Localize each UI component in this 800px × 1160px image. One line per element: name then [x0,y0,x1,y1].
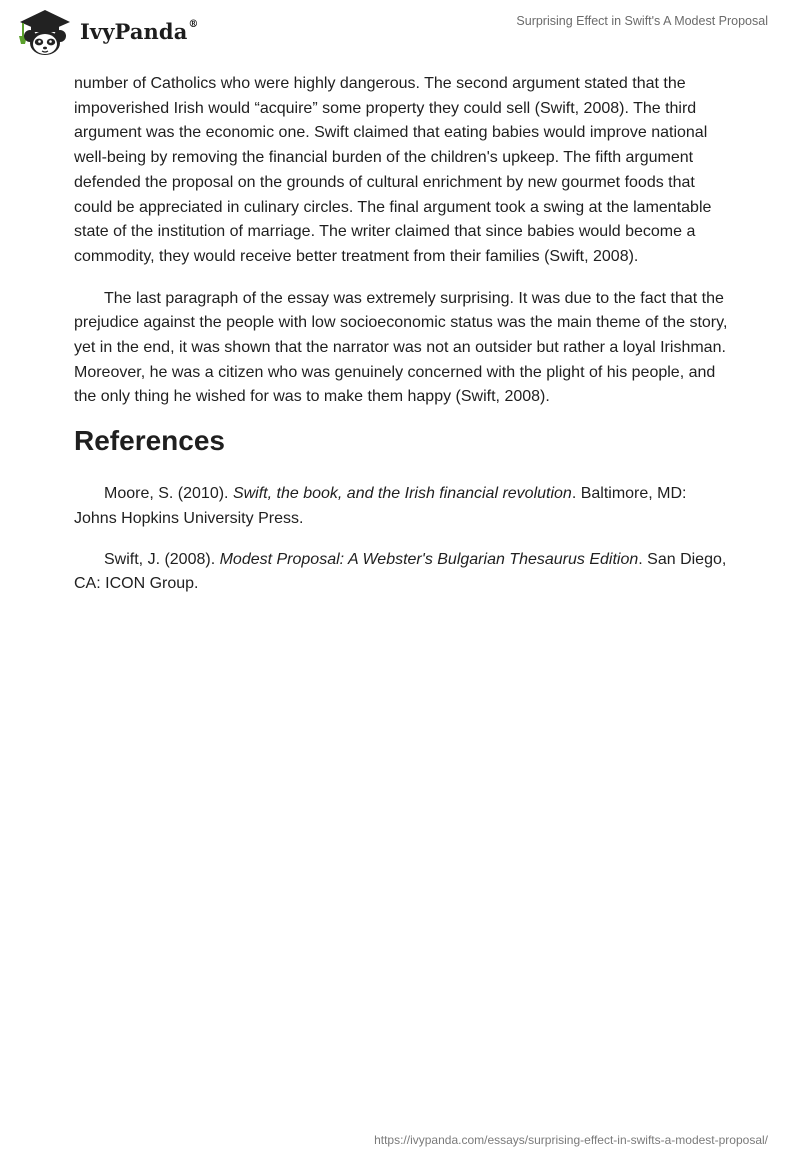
footer-source-link[interactable]: https://ivypanda.com/essays/surprising-effect-in-swifts-a-modest-proposal/ [374,1133,768,1147]
page-header [0,0,800,64]
panda-logo-icon [14,6,76,56]
essay-body [74,72,728,613]
reference-author: Swift, J. (2008). [104,550,220,568]
reference-item [74,548,728,597]
brand-name: IvyPanda® [80,18,199,44]
references-heading: References [74,425,225,457]
document-title: Surprising Effect in Swift's A Modest Proposal [516,14,768,28]
paragraph-2: The last paragraph of the essay was extremely surprising. It was due to the fact that the prejudice against the people with low socioeconomic status was the main theme of the story, yet in the end, it was shown that the narrator was not an outsider but rather a loyal Irishman. Moreover, he was a citizen who was genuinely concerned with the plight of his people, and the only thing he wished for was to make them happy (Swift, 2008). [74,289,728,406]
reference-title: Modest Proposal: A Webster's Bulgarian Thesaurus Edition [219,550,639,568]
reference-publisher: . San Diego, CA: ICON Group. [74,550,727,593]
reference-item [74,482,728,531]
reference-publisher: . Baltimore, MD: Johns Hopkins University Press. [74,485,687,527]
reference-title: Swift, the book, and the Irish financial revolution [232,485,572,503]
paragraph-1: number of Catholics who were highly dangerous. The second argument stated that the impoverished Irish would “acquire” some property they could sell (Swift, 2008). The third argument was the economic one. Swift claimed that eating babies would improve national well-being by removing the financial burden of the children's upkeep. The fifth argument defended the proposal on the grounds of cultural enrichment by new gourmet foods that could be appreciated in culinary circles. The final argument took a swing at the lamentable state of the institution of marriage. The writer claimed that since babies would become a commodity, they would receive better treatment from their families (Swift, 2008). [74,75,712,265]
registered-mark: ® [188,18,199,30]
reference-author: Moore, S. (2010). [104,485,233,503]
ivypanda-logo[interactable] [14,6,199,56]
